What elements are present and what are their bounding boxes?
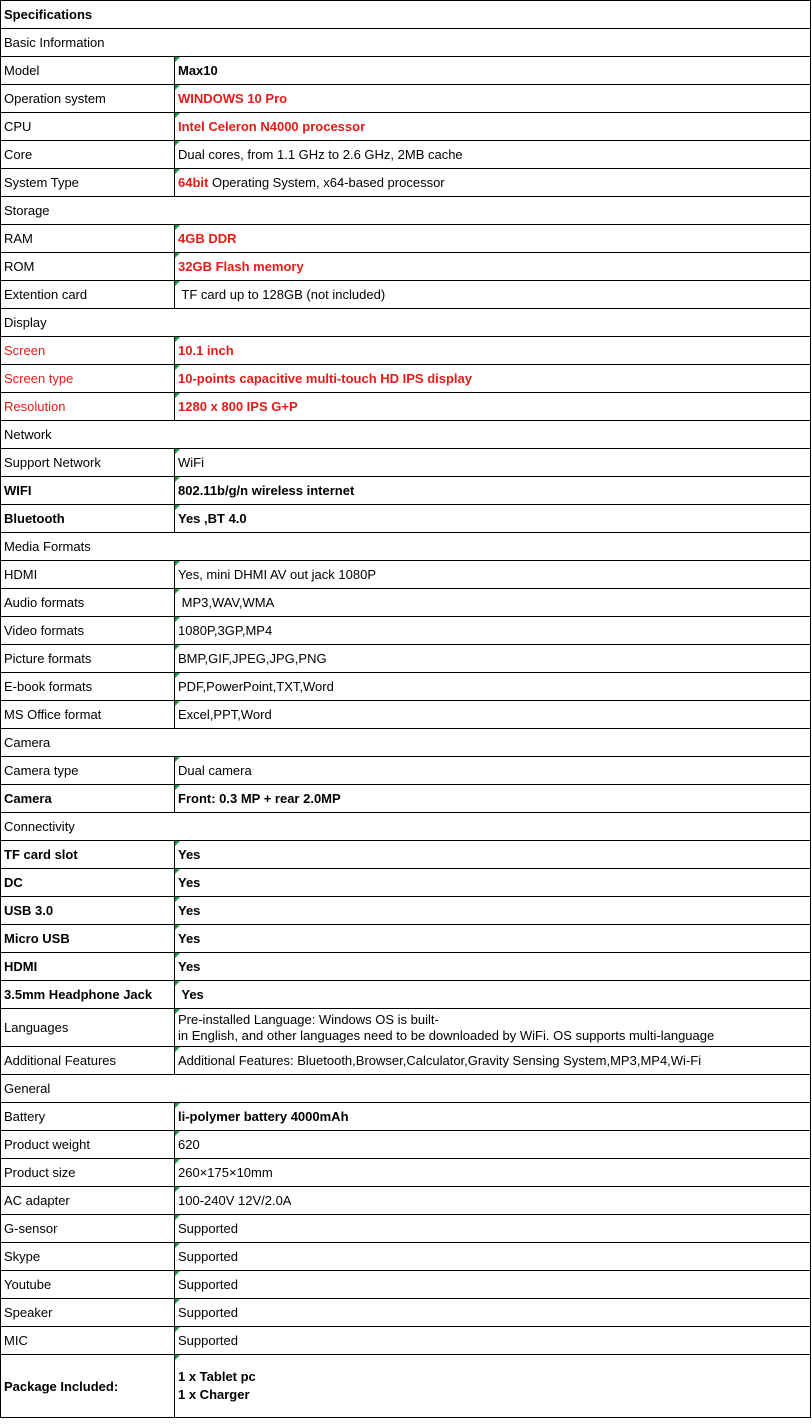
row-label: Product weight — [1, 1131, 175, 1159]
row-value: Supported — [175, 1299, 811, 1327]
row-value: PDF,PowerPoint,TXT,Word — [175, 673, 811, 701]
row-label: E-book formats — [1, 673, 175, 701]
row-label: RAM — [1, 225, 175, 253]
row-value: Excel,PPT,Word — [175, 701, 811, 729]
row-label: Extention card — [1, 281, 175, 309]
row-value: 100-240V 12V/2.0A — [175, 1187, 811, 1215]
row-value: MP3,WAV,WMA — [175, 589, 811, 617]
spec-row — [1, 141, 811, 169]
value-line: 1 x Charger — [178, 1387, 250, 1402]
row-label: Youtube — [1, 1271, 175, 1299]
row-value: Supported — [175, 1271, 811, 1299]
spec-row — [1, 1215, 811, 1243]
row-value: Yes — [175, 925, 811, 953]
spec-row — [1, 1187, 811, 1215]
row-label: Operation system — [1, 85, 175, 113]
row-value: Front: 0.3 MP + rear 2.0MP — [175, 785, 811, 813]
row-value — [175, 169, 811, 197]
section-row — [1, 29, 811, 57]
row-label: WIFI — [1, 477, 175, 505]
spec-row — [1, 841, 811, 869]
row-label: TF card slot — [1, 841, 175, 869]
row-label: HDMI — [1, 561, 175, 589]
section-row — [1, 729, 811, 757]
spec-row — [1, 57, 811, 85]
spec-row — [1, 449, 811, 477]
row-label: Package Included: — [1, 1355, 175, 1418]
section-general: General — [1, 1075, 811, 1103]
row-value: Supported — [175, 1243, 811, 1271]
section-media: Media Formats — [1, 533, 811, 561]
row-label: Core — [1, 141, 175, 169]
section-connectivity: Connectivity — [1, 813, 811, 841]
row-label: MS Office format — [1, 701, 175, 729]
row-label: ROM — [1, 253, 175, 281]
spec-row — [1, 561, 811, 589]
spec-row — [1, 953, 811, 981]
row-value: Yes — [175, 869, 811, 897]
row-label: DC — [1, 869, 175, 897]
spec-row — [1, 505, 811, 533]
row-label: G-sensor — [1, 1215, 175, 1243]
row-value: 260×175×10mm — [175, 1159, 811, 1187]
row-label: Camera — [1, 785, 175, 813]
row-value: Intel Celeron N4000 processor — [175, 113, 811, 141]
section-row — [1, 197, 811, 225]
spec-row — [1, 1131, 811, 1159]
spec-row — [1, 981, 811, 1009]
row-label: Model — [1, 57, 175, 85]
spec-row — [1, 1327, 811, 1355]
section-network: Network — [1, 421, 811, 449]
row-label: Picture formats — [1, 645, 175, 673]
section-row — [1, 1075, 811, 1103]
row-value: WiFi — [175, 449, 811, 477]
row-value: Yes — [175, 897, 811, 925]
row-label: System Type — [1, 169, 175, 197]
section-display: Display — [1, 309, 811, 337]
row-value: TF card up to 128GB (not included) — [175, 281, 811, 309]
row-label: Bluetooth — [1, 505, 175, 533]
row-value: BMP,GIF,JPEG,JPG,PNG — [175, 645, 811, 673]
spec-row — [1, 673, 811, 701]
title-row — [1, 1, 811, 29]
row-value: Yes — [175, 981, 811, 1009]
section-row — [1, 813, 811, 841]
row-label: Audio formats — [1, 589, 175, 617]
spec-row — [1, 337, 811, 365]
row-value: Dual camera — [175, 757, 811, 785]
row-label: Skype — [1, 1243, 175, 1271]
spec-row — [1, 1009, 811, 1047]
row-value: 4GB DDR — [175, 225, 811, 253]
row-value: Yes — [175, 841, 811, 869]
spec-row — [1, 1103, 811, 1131]
spec-row — [1, 113, 811, 141]
row-value: 32GB Flash memory — [175, 253, 811, 281]
row-value: Yes, mini DHMI AV out jack 1080P — [175, 561, 811, 589]
row-value: 1280 x 800 IPS G+P — [175, 393, 811, 421]
spec-row — [1, 925, 811, 953]
section-camera: Camera — [1, 729, 811, 757]
spec-title: Specifications — [1, 1, 811, 29]
value-line: Pre-installed Language: Windows OS is built- — [178, 1011, 439, 1027]
row-label: Battery — [1, 1103, 175, 1131]
spec-row — [1, 1243, 811, 1271]
spec-row — [1, 1159, 811, 1187]
row-value: Max10 — [175, 57, 811, 85]
spec-row — [1, 1047, 811, 1075]
row-value: Yes ,BT 4.0 — [175, 505, 811, 533]
row-label: Micro USB — [1, 925, 175, 953]
row-value: 802.11b/g/n wireless internet — [175, 477, 811, 505]
section-row — [1, 309, 811, 337]
row-value: Supported — [175, 1215, 811, 1243]
spec-row — [1, 169, 811, 197]
spec-row — [1, 365, 811, 393]
row-label: Video formats — [1, 617, 175, 645]
row-label: Product size — [1, 1159, 175, 1187]
row-label: Screen type — [1, 365, 175, 393]
row-label: Additional Features — [1, 1047, 175, 1075]
row-label: USB 3.0 — [1, 897, 175, 925]
row-label: Screen — [1, 337, 175, 365]
spec-row — [1, 253, 811, 281]
value-line: in English, and other languages need to be downloaded by WiFi. OS supports multi-language — [178, 1027, 715, 1043]
row-value: 10.1 inch — [175, 337, 811, 365]
row-value: Dual cores, from 1.1 GHz to 2.6 GHz, 2MB cache — [175, 141, 811, 169]
spec-row — [1, 617, 811, 645]
row-value: 1080P,3GP,MP4 — [175, 617, 811, 645]
value-rest: Operating System, x64-based processor — [208, 175, 445, 190]
value-emphasis: 64bit — [178, 175, 209, 190]
row-label: AC adapter — [1, 1187, 175, 1215]
value-line: 1 x Tablet pc — [178, 1369, 256, 1384]
row-value: li-polymer battery 4000mAh — [175, 1103, 811, 1131]
row-label: Support Network — [1, 449, 175, 477]
spec-row — [1, 1355, 811, 1418]
spec-row — [1, 1271, 811, 1299]
spec-row — [1, 281, 811, 309]
spec-row — [1, 1299, 811, 1327]
row-value: Supported — [175, 1327, 811, 1355]
spec-row — [1, 477, 811, 505]
spec-row — [1, 897, 811, 925]
row-value: Yes — [175, 953, 811, 981]
row-label: Speaker — [1, 1299, 175, 1327]
row-label: MIC — [1, 1327, 175, 1355]
spec-row — [1, 225, 811, 253]
row-label: CPU — [1, 113, 175, 141]
spec-row — [1, 85, 811, 113]
spec-row — [1, 589, 811, 617]
row-label: Camera type — [1, 757, 175, 785]
row-value: WINDOWS 10 Pro — [175, 85, 811, 113]
section-row — [1, 533, 811, 561]
spec-row — [1, 645, 811, 673]
row-value — [175, 1355, 811, 1418]
spec-row — [1, 393, 811, 421]
spec-row — [1, 757, 811, 785]
section-storage: Storage — [1, 197, 811, 225]
row-label: Resolution — [1, 393, 175, 421]
row-value: Additional Features: Bluetooth,Browser,Calculator,Gravity Sensing System,MP3,MP4,Wi-Fi — [175, 1047, 811, 1075]
row-label: HDMI — [1, 953, 175, 981]
spec-row — [1, 701, 811, 729]
row-value: 620 — [175, 1131, 811, 1159]
row-value: 10-points capacitive multi-touch HD IPS display — [175, 365, 811, 393]
row-label: Languages — [1, 1009, 175, 1047]
section-basic: Basic Information — [1, 29, 811, 57]
row-value — [175, 1009, 811, 1047]
row-label: 3.5mm Headphone Jack — [1, 981, 175, 1009]
section-row — [1, 421, 811, 449]
spec-row — [1, 869, 811, 897]
spec-row — [1, 785, 811, 813]
